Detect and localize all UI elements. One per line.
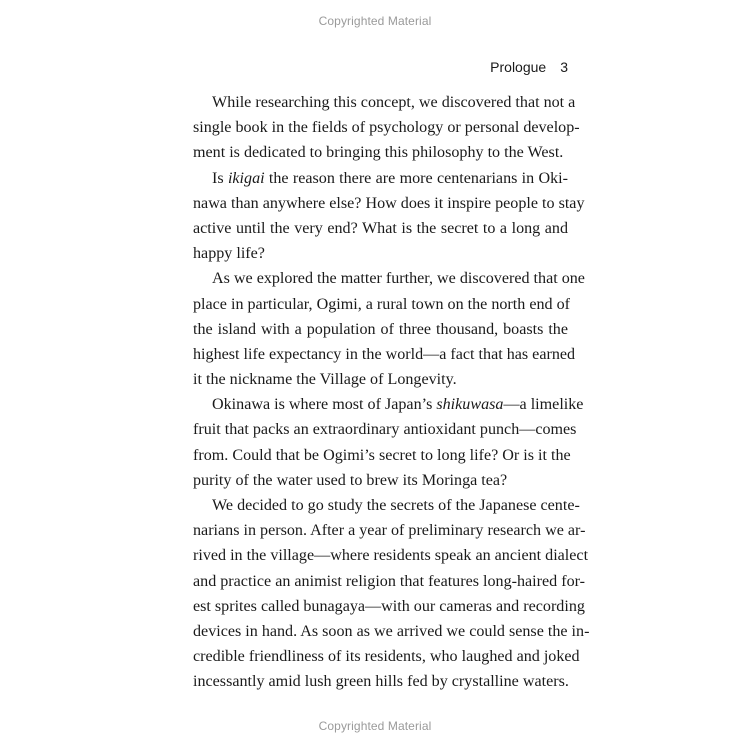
text-line: purity of the water used to brew its Moringa tea?: [193, 471, 508, 489]
text-line: happy life?: [193, 245, 265, 263]
copyright-watermark-top: Copyrighted Material: [318, 14, 432, 28]
paragraph: [193, 392, 584, 493]
emphasis-term: ikigai: [227, 169, 265, 187]
text-line: Is ikigai the reason there are more centenarians in Oki-: [212, 169, 568, 187]
text-line: highest life expectancy in the world—a fact that has earned: [193, 345, 576, 363]
paragraph: [193, 90, 580, 166]
text-line: est sprites called bunagaya—with our cameras and recording: [193, 597, 585, 615]
text-line: it the nickname the Village of Longevity.: [193, 371, 457, 389]
text-line: rived in the village—where residents speak an ancient dialect: [193, 547, 589, 565]
body-text: [193, 90, 590, 695]
text-line: narians in person. After a year of preliminary research we ar-: [193, 522, 586, 540]
text-line: nawa than anywhere else? How does it inspire people to stay: [193, 194, 585, 212]
text-line: Okinawa is where most of Japan’s shikuwasa—a limelike: [212, 396, 584, 414]
text-line: fruit that packs an extraordinary antioxidant punch—comes: [193, 421, 577, 439]
text-line: and practice an animist religion that features long-haired for-: [193, 572, 586, 590]
text-line: incessantly amid lush green hills fed by crystalline waters.: [193, 673, 569, 691]
paragraph: [193, 166, 585, 267]
paragraph: [193, 493, 590, 695]
page-number: 3: [560, 59, 568, 75]
text-line: single book in the fields of psychology or personal develop-: [193, 119, 580, 137]
text-line: the island with a population of three thousand, boasts the: [193, 320, 568, 338]
text-line: ment is dedicated to bringing this philosophy to the West.: [193, 144, 564, 162]
text-line: active until the very end? What is the secret to a long and: [193, 219, 568, 237]
text-line: As we explored the matter further, we discovered that one: [212, 270, 585, 288]
emphasis-term: shikuwasa: [436, 396, 504, 414]
text-line: While researching this concept, we discovered that not a: [212, 94, 576, 111]
text-line: place in particular, Ogimi, a rural town on the north end of: [193, 295, 570, 313]
text-line: We decided to go study the secrets of the Japanese cente-: [212, 497, 580, 514]
text-line: credible friendliness of its residents, who laughed and joked: [193, 648, 580, 666]
section-title: Prologue: [490, 59, 547, 75]
text-line: from. Could that be Ogimi’s secret to long life? Or is it the: [193, 446, 571, 464]
running-head: [490, 59, 568, 75]
copyright-watermark-bottom: Copyrighted Material: [318, 719, 432, 733]
paragraph: [193, 266, 585, 392]
text-line: devices in hand. As soon as we arrived we could sense the in-: [193, 622, 590, 640]
